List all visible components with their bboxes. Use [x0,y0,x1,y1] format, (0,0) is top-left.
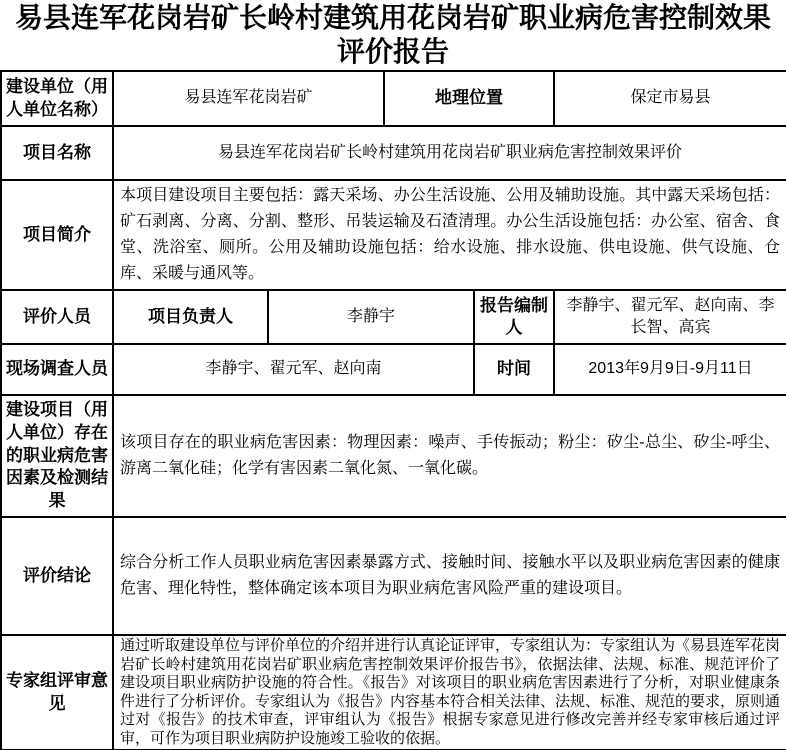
report-compiler-names-cell: 李静宇、翟元军、赵向南、李长智、高宾 [554,290,786,344]
hazard-factors-text-cell: 该项目存在的职业病危害因素：物理因素：噪声、手传振动；粉尘：矽尘-总尘、矽尘-呼尘、游离二氧化硅；化学有害因素二氧化氮、一氧化碳。 [113,395,786,517]
report-table [0,70,786,750]
project-intro-label-cell: 项目简介 [1,180,113,290]
project-name-row [1,126,786,180]
page-title [0,0,786,70]
site-survey-row [1,344,786,395]
project-name-label-cell: 项目名称 [1,126,113,180]
evaluation-conclusion-row [1,517,786,635]
evaluators-label-cell: 评价人员 [1,290,113,344]
geo-location-value-cell: 保定市易县 [554,71,786,126]
hazard-factors-label-cell: 建设项目（用人单位）存在的职业病危害因素及检测结果 [1,395,113,517]
project-intro-text-cell: 本项目建设项目主要包括：露天采场、办公生活设施、公用及辅助设施。其中露天采场包括：矿石剥离、分离、分割、整形、吊装运输及石渣清理。办公生活设施包括：办公室、宿舍、食堂、洗浴室、厕所。公用及辅助设施包括：给水设施、排水设施、供电设施、供气设施、仓库、采暖与通风等。 [113,180,786,290]
geo-location-label-cell: 地理位置 [384,71,554,126]
evaluation-conclusion-text-cell: 综合分析工作人员职业病危害因素暴露方式、接触时间、接触水平以及职业病危害因素的健康危害、理化特性，整体确定该本项目为职业病危害风险严重的建设项目。 [113,517,786,635]
expert-review-row [1,635,786,750]
page-title-text: 易县连军花岗岩矿长岭村建筑用花岗岩矿职业病危害控制效果评价报告 [14,2,771,67]
project-leader-label-cell: 项目负责人 [113,290,268,344]
project-intro-row [1,180,786,290]
hazard-factors-row [1,395,786,517]
construction-unit-label-cell: 建设单位（用人单位名称） [1,71,113,126]
time-label-cell: 时间 [474,344,554,395]
report-compiler-label-cell: 报告编制人 [474,290,554,344]
evaluation-conclusion-label-cell: 评价结论 [1,517,113,635]
evaluators-row [1,290,786,344]
construction-unit-value-cell: 易县连军花岗岩矿 [113,71,384,126]
expert-review-text-cell: 通过听取建设单位与评价单位的介绍并进行认真论证评审，专家组认为：专家组认为《易县连军花岗岩矿长岭村建筑用花岗岩矿职业病危害控制效果评价报告书》，依据法律、法规、标准、规范评价了建设项目职业病防护设施的符合性。《报告》对该项目的职业病危害因素进行了分析，对职业健康条件进行了分析评价。专家组认为《报告》内容基本符合相关法律、法规、标准、规范的要求，原则通过对《报告》的技术审查，评审组认为《报告》根据专家意见进行修改完善并经专家审核后通过评审，可作为项目职业病防护设施竣工验收的依据。 [113,635,786,750]
construction-unit-row [1,71,786,126]
site-survey-label-cell: 现场调查人员 [1,344,113,395]
expert-review-label-cell: 专家组评审意见 [1,635,113,750]
project-name-value-cell: 易县连军花岗岩矿长岭村建筑用花岗岩矿职业病危害控制效果评价 [113,126,786,180]
project-leader-name-cell: 李静宇 [268,290,474,344]
time-value-cell: 2013年9月9日-9月11日 [554,344,786,395]
site-survey-names-cell: 李静宇、翟元军、赵向南 [113,344,474,395]
